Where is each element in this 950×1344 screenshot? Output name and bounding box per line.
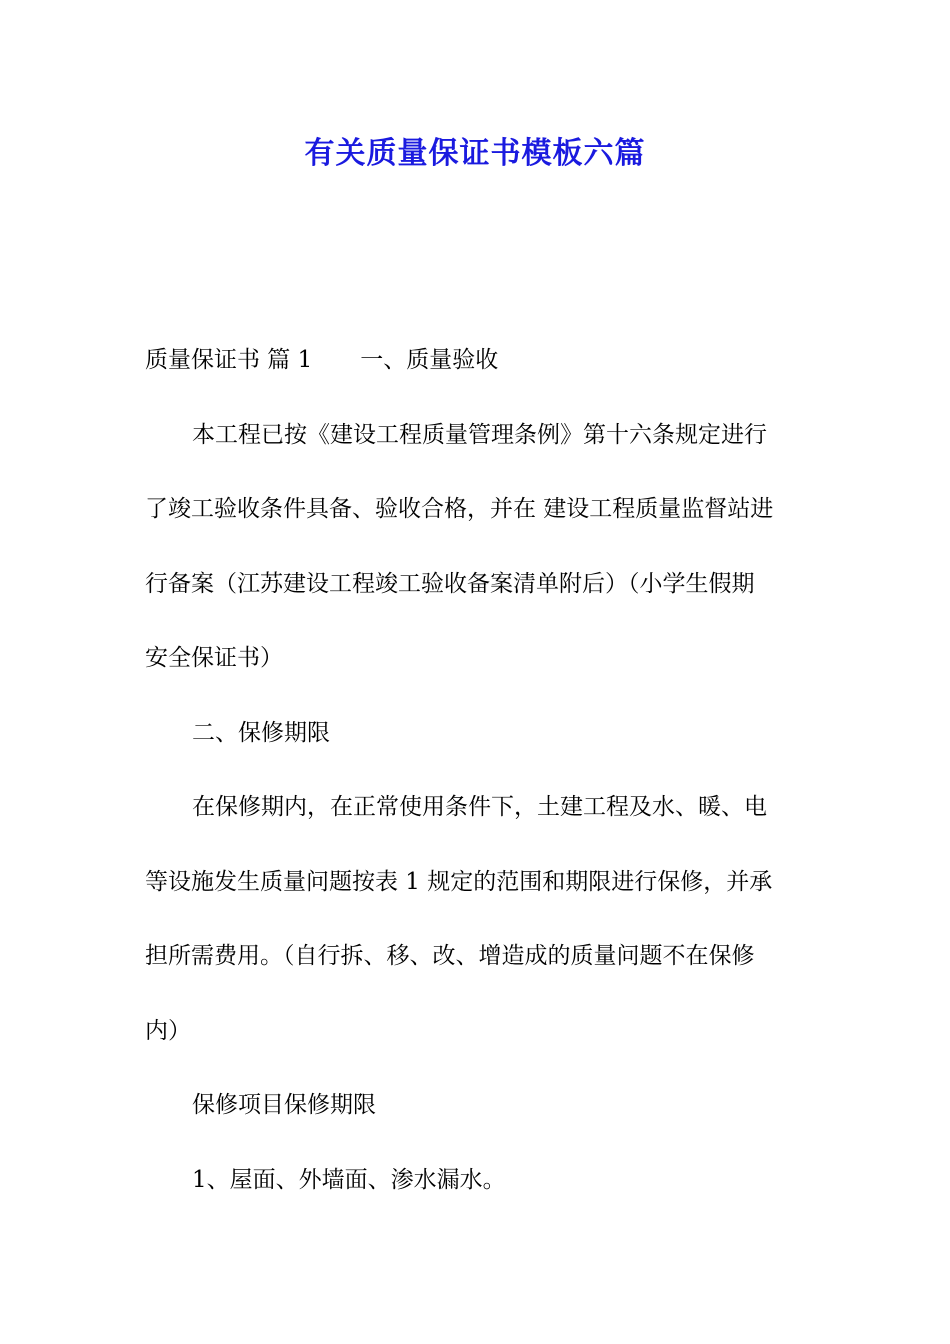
paragraph-line: 本工程已按《建设工程质量管理条例》第十六条规定进行 xyxy=(192,422,767,448)
document-title: 有关质量保证书模板六篇 xyxy=(304,136,646,171)
paragraph-line: 担所需费用。（自行拆、移、改、增造成的质量问题不在保修 xyxy=(145,943,755,969)
paragraph-line: 了竣工验收条件具备、验收合格，并在 建设工程质量监督站进 xyxy=(145,496,774,522)
section-heading-line xyxy=(145,343,810,377)
paragraph-line: 等设施发生质量问题按表 1 规定的范围和期限进行保修，并承 xyxy=(145,869,773,895)
section-heading: 二、保修期限 xyxy=(192,720,330,746)
section-heading: 保修项目保修期限 xyxy=(192,1092,376,1118)
paragraph-line: 行备案（江苏建设工程竣工验收备案清单附后）（小学生假期 xyxy=(145,571,755,597)
paragraph-line: 安全保证书） xyxy=(145,645,283,671)
list-item: 1、屋面、外墙面、渗水漏水。 xyxy=(192,1167,506,1193)
paragraph-line: 内） xyxy=(145,1018,191,1044)
section-heading-part-2: 一、质量验收 xyxy=(360,347,499,373)
paragraph-line: 在保修期内，在正常使用条件下，土建工程及水、暖、电 xyxy=(192,794,767,820)
section-heading-part-1: 质量保证书 篇 1 xyxy=(145,347,313,373)
